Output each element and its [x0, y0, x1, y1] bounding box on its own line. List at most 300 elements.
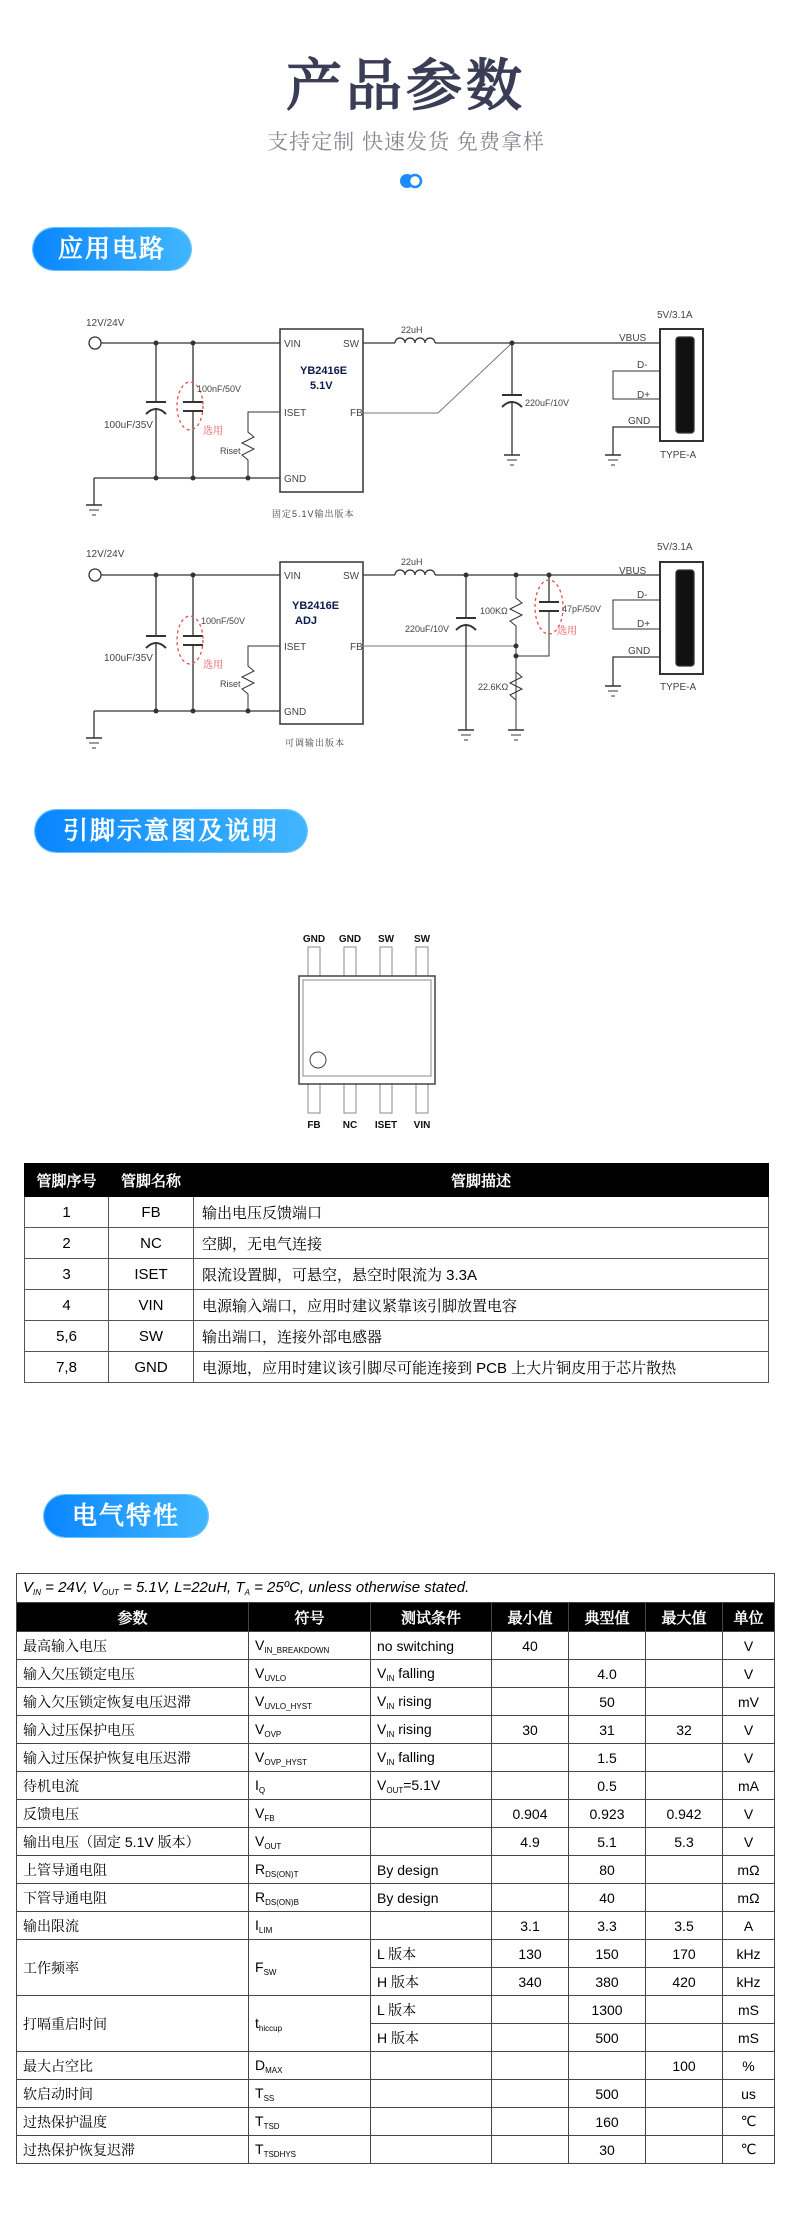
test-condition-rest: falling: [394, 1748, 435, 1765]
column-header: 管脚名称: [109, 1164, 194, 1197]
test-condition-rest: rising: [394, 1720, 432, 1737]
symbol: [249, 1772, 371, 1800]
symbol-subscript: TSDHYS: [263, 2149, 297, 2159]
typ-value: 150: [569, 1940, 646, 1968]
symbol-main: F: [255, 1958, 264, 1975]
test-condition: [371, 1660, 492, 1688]
pin-iset-label: ISET: [284, 408, 307, 419]
symbol-subscript: hiccup: [258, 2023, 283, 2033]
pin-gnd-label: GND: [284, 474, 307, 485]
output-cap-label: 220uF/10V: [405, 624, 450, 634]
parameter-name: 过热保护温度: [17, 2108, 249, 2136]
typ-value: 0.923: [569, 1800, 646, 1828]
unit: mS: [723, 2024, 775, 2052]
symbol: [249, 1660, 371, 1688]
test-condition-main: H 版本: [377, 1973, 419, 1990]
pin-vin-label: VIN: [284, 339, 301, 350]
port-rating-label: 5V/3.1A: [657, 542, 693, 553]
min-value: [492, 1660, 569, 1688]
max-value: 5.3: [646, 1828, 723, 1856]
unit: mV: [723, 1688, 775, 1716]
symbol-main: V: [255, 1720, 265, 1737]
unit: kHz: [723, 1968, 775, 1996]
test-condition-main: V: [377, 1748, 387, 1765]
parameter-name: 上管导通电阻: [17, 1856, 249, 1884]
test-condition: [371, 1688, 492, 1716]
section-badge-pinout: 引脚示意图及说明: [35, 810, 307, 852]
table-row: [17, 1856, 775, 1884]
min-value: 4.9: [492, 1828, 569, 1856]
symbol-subscript: OVP: [264, 1729, 282, 1739]
max-value: 3.5: [646, 1912, 723, 1940]
min-value: [492, 1884, 569, 1912]
typ-value: 31: [569, 1716, 646, 1744]
pin-description: 空脚，无电气连接: [194, 1228, 769, 1259]
parameter-name: 输入过压保护电压: [17, 1716, 249, 1744]
chip-variant: 5.1V: [310, 380, 333, 392]
symbol-subscript: Q: [258, 1785, 266, 1795]
optional-label-2: 选用: [557, 626, 577, 637]
symbol: [249, 2136, 371, 2164]
parameter-name: 下管导通电阻: [17, 1884, 249, 1912]
section-badge-electrical: 电气特性: [44, 1495, 208, 1537]
symbol-subscript: SS: [263, 2093, 275, 2103]
max-value: [646, 1660, 723, 1688]
condition-text: V: [23, 1579, 34, 1596]
test-condition-main: By design: [377, 1889, 439, 1906]
column-header: 典型值: [569, 1603, 646, 1632]
optional-label: 选用: [203, 426, 223, 437]
unit: ℃: [723, 2136, 775, 2164]
test-condition: [371, 1884, 492, 1912]
output-cap-label: 220uF/10V: [525, 398, 570, 408]
test-condition-rest: rising: [394, 1692, 432, 1709]
table-row: [25, 1352, 769, 1383]
column-header: 管脚描述: [194, 1164, 769, 1197]
ff-cap-label: 47pF/50V: [562, 604, 602, 614]
table-row: [25, 1197, 769, 1228]
symbol-subscript: UVLO: [264, 1673, 287, 1683]
symbol-main: R: [255, 1888, 266, 1905]
symbol-main: T: [255, 2084, 264, 2101]
max-value: 0.942: [646, 1800, 723, 1828]
symbol-main: V: [255, 1804, 265, 1821]
table-row: [17, 1800, 775, 1828]
max-value: [646, 2108, 723, 2136]
inductor-label: 22uH: [401, 325, 423, 335]
parameter-name: 打嗝重启时间: [17, 1996, 249, 2052]
table-row: [17, 2108, 775, 2136]
symbol-subscript: OVP_HYST: [264, 1757, 308, 1767]
min-value: [492, 1744, 569, 1772]
unit: V: [723, 1632, 775, 1660]
unit: mΩ: [723, 1856, 775, 1884]
page-title: 产品参数: [286, 54, 526, 117]
header-row: [17, 1603, 775, 1632]
table-row: [17, 2080, 775, 2108]
unit: mS: [723, 1996, 775, 2024]
test-condition: [371, 1632, 492, 1660]
table-row: [25, 1259, 769, 1290]
test-condition-main: By design: [377, 1861, 439, 1878]
symbol: [249, 1912, 371, 1940]
pin-sw-label: SW: [343, 339, 360, 350]
symbol-subscript: SW: [263, 1967, 277, 1977]
test-condition: [371, 1716, 492, 1744]
unit: ℃: [723, 2108, 775, 2136]
unit: V: [723, 1800, 775, 1828]
condition-text: = 24V, V: [41, 1579, 103, 1596]
symbol-main: V: [255, 1748, 265, 1765]
table-row: [17, 2136, 775, 2164]
pin-number: 7,8: [25, 1352, 109, 1383]
unit: V: [723, 1828, 775, 1856]
parameter-name: 最高输入电压: [17, 1632, 249, 1660]
pin-description: 电源地，应用时建议该引脚尽可能连接到 PCB 上大片铜皮用于芯片散热: [194, 1352, 769, 1383]
port-rating-label: 5V/3.1A: [657, 310, 693, 321]
symbol-main: V: [255, 1692, 265, 1709]
pin-number: 1: [25, 1197, 109, 1228]
symbol-subscript: IN_BREAKDOWN: [264, 1645, 330, 1655]
circuit-caption: 固定5.1V输出版本: [272, 509, 355, 519]
max-value: 420: [646, 1968, 723, 1996]
test-condition: [371, 1828, 492, 1856]
max-value: [646, 1632, 723, 1660]
pin-name: VIN: [109, 1290, 194, 1321]
symbol: [249, 1632, 371, 1660]
column-header: 最小值: [492, 1603, 569, 1632]
typ-value: [569, 2052, 646, 2080]
bottom-pin-label: FB: [307, 1120, 321, 1131]
max-value: [646, 2136, 723, 2164]
unit: us: [723, 2080, 775, 2108]
typ-value: 50: [569, 1688, 646, 1716]
unit: kHz: [723, 1940, 775, 1968]
typ-value: 500: [569, 2024, 646, 2052]
max-value: [646, 1772, 723, 1800]
sop8-package-diagram: [280, 925, 450, 1135]
symbol-subscript: UVLO_HYST: [264, 1701, 312, 1711]
min-value: 0.904: [492, 1800, 569, 1828]
top-pin-label: SW: [377, 934, 395, 945]
bottom-pin-label: ISET: [374, 1120, 398, 1131]
column-header: 管脚序号: [25, 1164, 109, 1197]
symbol: [249, 1688, 371, 1716]
table-row: [25, 1290, 769, 1321]
pin-number: 2: [25, 1228, 109, 1259]
pin-name: FB: [109, 1197, 194, 1228]
table-row: [17, 1632, 775, 1660]
column-header: 测试条件: [371, 1603, 492, 1632]
symbol-subscript: DS(ON)B: [265, 1897, 299, 1907]
condition-text: = 5.1V, L=22uH, T: [118, 1579, 245, 1596]
chip-name: YB2416E: [300, 365, 348, 377]
pin-fb-label: FB: [350, 642, 363, 653]
input-cap-label: 100uF/35V: [104, 653, 153, 664]
bypass-cap-label: 100nF/50V: [201, 616, 246, 626]
pin-name: SW: [109, 1321, 194, 1352]
table-row: [17, 1772, 775, 1800]
condition-text: = 25ºC, unless otherwise stated.: [249, 1579, 470, 1596]
symbol: [249, 1828, 371, 1856]
dplus-label: D+: [637, 619, 651, 630]
min-value: 340: [492, 1968, 569, 1996]
typ-value: 5.1: [569, 1828, 646, 1856]
table-row: [17, 1912, 775, 1940]
table-row: [25, 1321, 769, 1352]
max-value: [646, 1996, 723, 2024]
symbol-main: I: [255, 1776, 259, 1793]
table-row: [25, 1228, 769, 1259]
port-gnd-label: GND: [628, 646, 651, 657]
vbus-label: VBUS: [619, 333, 647, 344]
dplus-label: D+: [637, 390, 651, 401]
typ-value: 1.5: [569, 1744, 646, 1772]
parameter-name: 最大占空比: [17, 2052, 249, 2080]
chip-variant: ADJ: [295, 615, 318, 627]
symbol-main: D: [255, 2056, 266, 2073]
typ-value: 3.3: [569, 1912, 646, 1940]
unit: mA: [723, 1772, 775, 1800]
parameter-name: 输出电压（固定 5.1V 版本）: [17, 1828, 249, 1856]
typ-value: 1300: [569, 1996, 646, 2024]
parameter-name: 待机电流: [17, 1772, 249, 1800]
pin-sw-label: SW: [343, 571, 360, 582]
pin-name: NC: [109, 1228, 194, 1259]
symbol-main: T: [255, 2140, 264, 2157]
chip-name: YB2416E: [292, 600, 340, 612]
bottom-pin-label: NC: [342, 1120, 358, 1131]
table-row: [17, 1660, 775, 1688]
riset-label: Riset: [220, 446, 241, 456]
typ-value: 500: [569, 2080, 646, 2108]
test-condition-subscript: OUT: [386, 1785, 404, 1795]
parameter-name: 工作频率: [17, 1940, 249, 1996]
pin-name: GND: [109, 1352, 194, 1383]
riset-label: Riset: [220, 679, 241, 689]
typ-value: [569, 1632, 646, 1660]
unit: %: [723, 2052, 775, 2080]
section-badge-circuit: 应用电路: [33, 228, 191, 270]
input-cap-label: 100uF/35V: [104, 420, 153, 431]
min-value: [492, 2136, 569, 2164]
pin-vin-label: VIN: [284, 571, 301, 582]
column-header: 符号: [249, 1603, 371, 1632]
parameter-name: 输入过压保护恢复电压迟滞: [17, 1744, 249, 1772]
test-condition: [371, 1996, 492, 2024]
column-header: 最大值: [646, 1603, 723, 1632]
dminus-label: D-: [637, 590, 648, 601]
symbol-subscript: DS(ON)T: [265, 1869, 299, 1879]
condition-subscript: OUT: [102, 1588, 119, 1597]
condition-subscript: A: [244, 1588, 250, 1597]
column-header: 单位: [723, 1603, 775, 1632]
min-value: 40: [492, 1632, 569, 1660]
test-condition: [371, 1912, 492, 1940]
test-condition-rest: falling: [394, 1664, 435, 1681]
circuit-adjustable: [86, 562, 703, 748]
symbol: [249, 1716, 371, 1744]
table-row: [17, 1940, 775, 1968]
table-row: [17, 1744, 775, 1772]
test-condition: [371, 1772, 492, 1800]
test-condition-main: V: [377, 1664, 387, 1681]
max-value: [646, 1744, 723, 1772]
pin-fb-label: FB: [350, 408, 363, 419]
unit: A: [723, 1912, 775, 1940]
parameter-name: 输入欠压锁定恢复电压迟滞: [17, 1688, 249, 1716]
min-value: [492, 2052, 569, 2080]
inductor-label: 22uH: [401, 557, 423, 567]
symbol-main: V: [255, 1664, 265, 1681]
test-condition-main: L 版本: [377, 2001, 417, 2018]
min-value: [492, 2108, 569, 2136]
table-row: [17, 2052, 775, 2080]
bottom-pin-label: VIN: [413, 1120, 431, 1131]
symbol: [249, 1856, 371, 1884]
bypass-cap-label: 100nF/50V: [197, 384, 242, 394]
unit: V: [723, 1660, 775, 1688]
test-condition-main: H 版本: [377, 2029, 419, 2046]
test-condition: [371, 2052, 492, 2080]
circuit-caption: 可调输出版本: [285, 738, 346, 748]
condition-subscript: IN: [33, 1588, 42, 1597]
test-condition: [371, 1940, 492, 1968]
test-condition: [371, 2024, 492, 2052]
symbol: [249, 1940, 371, 1996]
port-gnd-label: GND: [628, 416, 651, 427]
table-row: [17, 1716, 775, 1744]
symbol-main: T: [255, 2112, 264, 2129]
table-row: [17, 1884, 775, 1912]
unit: V: [723, 1716, 775, 1744]
page-subtitle: 支持定制 快速发货 免费拿样: [267, 131, 545, 154]
test-condition-main: V: [377, 1692, 387, 1709]
symbol: [249, 1744, 371, 1772]
test-conditions: [17, 1574, 775, 1603]
top-pin-label: GND: [338, 934, 362, 945]
symbol: [249, 1800, 371, 1828]
symbol-subscript: MAX: [265, 2065, 283, 2075]
typ-value: 30: [569, 2136, 646, 2164]
pin-description: 电源输入端口，应用时建议紧靠该引脚放置电容: [194, 1290, 769, 1321]
min-value: 30: [492, 1716, 569, 1744]
pin-number: 3: [25, 1259, 109, 1290]
unit: V: [723, 1744, 775, 1772]
test-condition: [371, 2080, 492, 2108]
test-condition-main: V: [377, 1720, 387, 1737]
unit: mΩ: [723, 1884, 775, 1912]
typ-value: 160: [569, 2108, 646, 2136]
test-condition: [371, 2136, 492, 2164]
max-value: [646, 1884, 723, 1912]
typ-value: 0.5: [569, 1772, 646, 1800]
input-voltage-label: 12V/24V: [86, 318, 125, 329]
electrical-characteristics-table: [16, 1573, 775, 2164]
table-row: [17, 1688, 775, 1716]
min-value: [492, 1996, 569, 2024]
typ-value: 80: [569, 1856, 646, 1884]
r-top-label: 100KΩ: [480, 606, 508, 616]
pin-description: 输出端口，连接外部电感器: [194, 1321, 769, 1352]
test-condition-main: V: [377, 1776, 387, 1793]
test-condition: [371, 1744, 492, 1772]
min-value: [492, 1688, 569, 1716]
table-row: [17, 1828, 775, 1856]
max-value: 100: [646, 2052, 723, 2080]
symbol: [249, 1884, 371, 1912]
test-condition: [371, 2108, 492, 2136]
max-value: [646, 2080, 723, 2108]
parameter-name: 过热保护恢复迟滞: [17, 2136, 249, 2164]
parameter-name: 输入欠压锁定电压: [17, 1660, 249, 1688]
min-value: 3.1: [492, 1912, 569, 1940]
test-condition-main: L 版本: [377, 1945, 417, 1962]
typ-value: 380: [569, 1968, 646, 1996]
pin-name: ISET: [109, 1259, 194, 1290]
min-value: 130: [492, 1940, 569, 1968]
pin-description: 限流设置脚，可悬空，悬空时限流为 3.3A: [194, 1259, 769, 1290]
test-condition-subscript: IN: [386, 1729, 395, 1739]
top-pin-label: SW: [413, 934, 431, 945]
pin-number: 5,6: [25, 1321, 109, 1352]
column-header: 参数: [17, 1603, 249, 1632]
test-condition-main: no switching: [377, 1637, 455, 1654]
table-row: [17, 1996, 775, 2024]
test-condition-rest: =5.1V: [403, 1776, 441, 1793]
symbol-subscript: TSD: [263, 2121, 280, 2131]
r-bottom-label: 22.6KΩ: [478, 682, 509, 692]
parameter-name: 输出限流: [17, 1912, 249, 1940]
port-type-label: TYPE-A: [660, 450, 697, 461]
symbol: [249, 1996, 371, 2052]
min-value: [492, 1856, 569, 1884]
symbol-main: V: [255, 1832, 265, 1849]
min-value: [492, 2080, 569, 2108]
symbol: [249, 2108, 371, 2136]
pin-gnd-label: GND: [284, 707, 307, 718]
max-value: 170: [646, 1940, 723, 1968]
pin-number: 4: [25, 1290, 109, 1321]
symbol-main: I: [255, 1916, 259, 1933]
pin-description-table: [24, 1163, 769, 1383]
min-value: [492, 2024, 569, 2052]
symbol-subscript: LIM: [258, 1925, 273, 1935]
typ-value: 40: [569, 1884, 646, 1912]
test-condition: [371, 1856, 492, 1884]
pin-description: 输出电压反馈端口: [194, 1197, 769, 1228]
condition-row: [17, 1574, 775, 1603]
pin-iset-label: ISET: [284, 642, 307, 653]
symbol: [249, 2080, 371, 2108]
input-voltage-label: 12V/24V: [86, 549, 125, 560]
min-value: [492, 1772, 569, 1800]
top-pin-label: GND: [302, 934, 326, 945]
test-condition-subscript: IN: [386, 1757, 395, 1767]
test-condition-subscript: IN: [386, 1673, 395, 1683]
max-value: [646, 1688, 723, 1716]
test-condition-subscript: IN: [386, 1701, 395, 1711]
parameter-name: 软启动时间: [17, 2080, 249, 2108]
symbol-main: R: [255, 1860, 266, 1877]
circuit-fixed-5v1: [86, 329, 703, 515]
max-value: [646, 1856, 723, 1884]
symbol-subscript: OUT: [264, 1841, 282, 1851]
port-type-label: TYPE-A: [660, 682, 697, 693]
test-condition: [371, 1968, 492, 1996]
test-condition: [371, 1800, 492, 1828]
parameter-name: 反馈电压: [17, 1800, 249, 1828]
